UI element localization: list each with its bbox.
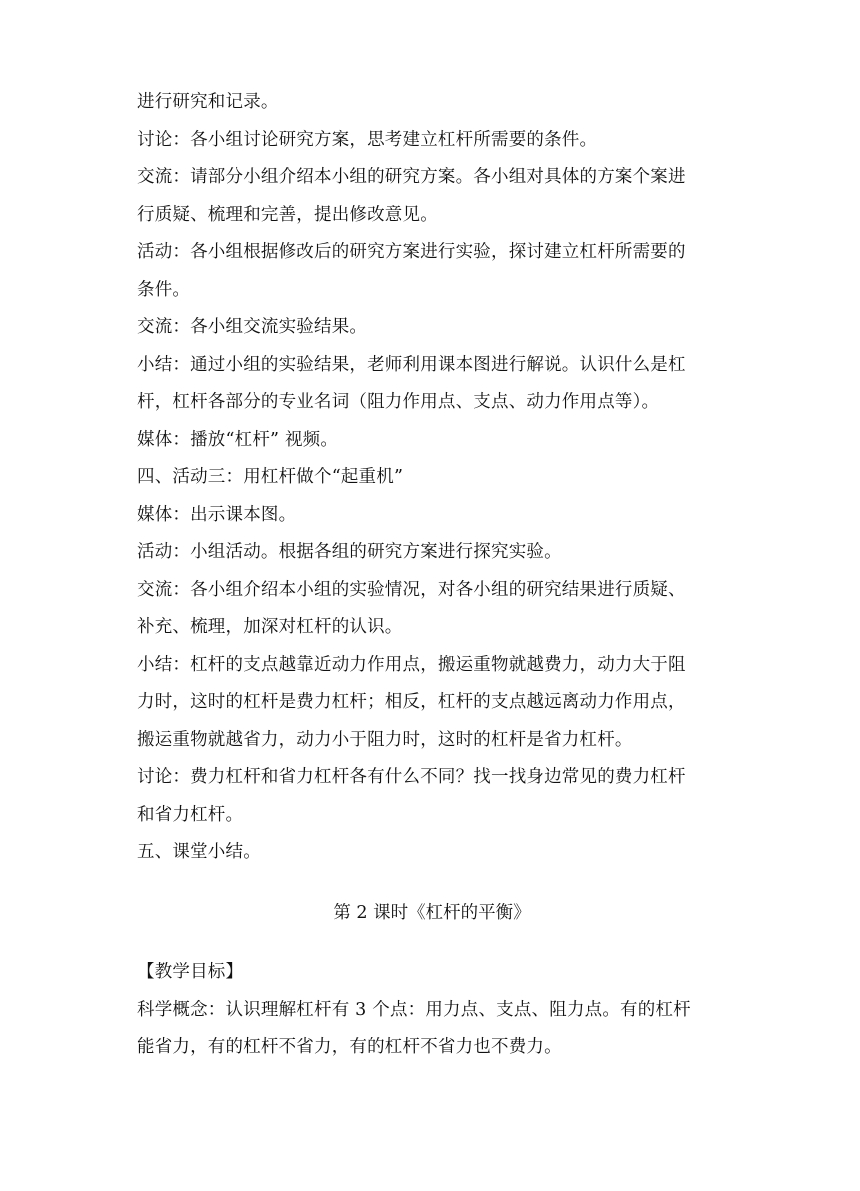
paragraph-line: 讨论：费力杠杆和省力杠杆各有什么不同？找一找身边常见的费力杠杆 xyxy=(137,767,686,787)
section-heading: 四、活动三：用杠杆做个“起重机” xyxy=(137,467,404,487)
lesson-title: 第 2 课时《杠杆的平衡》 xyxy=(333,902,531,923)
paragraph-line: 小结：通过小组的实验结果，老师利用课本图进行解说。认识什么是杠 xyxy=(137,354,686,375)
paragraph-line: 行质疑、梳理和完善，提出修改意见。 xyxy=(137,204,438,225)
paragraph-line: 搬运重物就越省力，动力小于阻力时，这时的杠杆是省力杠杆。 xyxy=(137,729,633,750)
paragraph-line: 科学概念：认识理解杠杆有 3 个点：用力点、支点、阻力点。有的杠杆 xyxy=(137,999,691,1020)
paragraph-line: 能省力，有的杠杆不省力，有的杠杆不省力也不费力。 xyxy=(137,1037,562,1057)
paragraph-line: 交流：各小组介绍本小组的实验情况，对各小组的研究结果进行质疑、 xyxy=(137,579,686,600)
paragraph-line: 交流：各小组交流实验结果。 xyxy=(137,317,368,337)
paragraph-line: 条件。 xyxy=(137,279,191,300)
document-body xyxy=(137,84,727,1067)
paragraph-line: 和省力杠杆。 xyxy=(137,804,244,825)
paragraph-line: 媒体：出示课本图。 xyxy=(137,504,297,525)
paragraph-line: 媒体：播放“杠杆” 视频。 xyxy=(137,429,339,450)
paragraph-line: 力时，这时的杠杆是费力杠杆；相反，杠杆的支点越远离动力作用点， xyxy=(137,692,686,712)
paragraph-line: 小结：杠杆的支点越靠近动力作用点，搬运重物就越费力，动力大于阻 xyxy=(137,654,686,675)
section-objectives xyxy=(137,954,727,1067)
paragraph-line: 补充、梳理，加深对杠杆的认识。 xyxy=(137,617,403,637)
section-activity-text xyxy=(137,84,727,872)
paragraph-line: 活动：小组活动。根据各组的研究方案进行探究实验。 xyxy=(137,542,562,562)
paragraph-line: 杆，杠杆各部分的专业名词（阻力作用点、支点、动力作用点等）。 xyxy=(137,392,660,412)
paragraph-line: 交流：请部分小组介绍本小组的研究方案。各小组对具体的方案个案进 xyxy=(137,167,686,187)
objectives-heading: 【教学目标】 xyxy=(137,962,244,982)
paragraph-line: 讨论：各小组讨论研究方案，思考建立杠杆所需要的条件。 xyxy=(137,129,598,150)
paragraph-line: 活动：各小组根据修改后的研究方案进行实验，探讨建立杠杆所需要的 xyxy=(137,242,686,262)
section-heading: 五、课堂小结。 xyxy=(137,842,261,862)
paragraph-line: 进行研究和记录。 xyxy=(137,92,279,112)
